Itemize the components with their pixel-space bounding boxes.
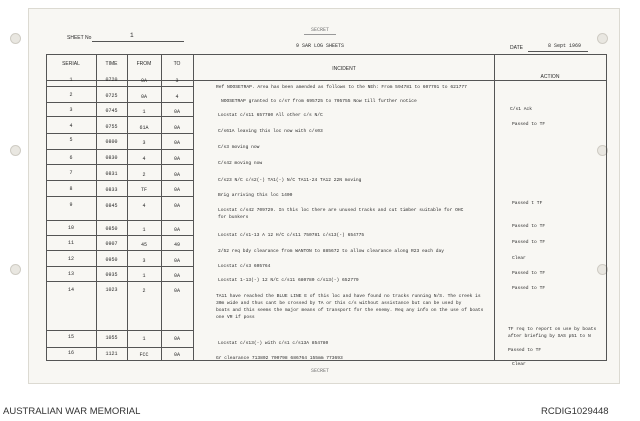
- serial-cell: 5: [69, 137, 73, 143]
- to-cell: 0A: [173, 352, 180, 358]
- incident-line: Gr clearance 713802 700798 686764 155mm 773693: [216, 356, 343, 361]
- time-cell: 1055: [105, 335, 118, 341]
- to-cell: 0A: [173, 187, 180, 193]
- from-cell: 1: [142, 109, 146, 115]
- incident-line: 2/52 req bdy clearance from WANTON to 885672 to allow clearance along R23 each day: [218, 249, 445, 254]
- time-cell: 0845: [105, 203, 118, 209]
- from-cell: 3: [142, 258, 146, 264]
- action-line: Clear: [512, 256, 526, 261]
- punch-hole: [10, 33, 21, 44]
- from-cell: TF: [140, 187, 147, 193]
- to-cell: 0A: [173, 109, 180, 115]
- action-line: Passed to TF: [512, 224, 546, 229]
- from-cell: 61A: [139, 125, 149, 131]
- incident-line: Locstat 1-13(-) 12 N/C c/s11 680780 c/s13(-) 652779: [218, 278, 359, 283]
- time-cell: 0800: [105, 139, 118, 145]
- incident-line: TA11 have reached the BLUE LINE E of this loc and have found no tracks running N/S. The creek is: [216, 294, 481, 299]
- col-incident-header: INCIDENT: [332, 66, 356, 72]
- to-cell: 4: [175, 94, 179, 100]
- to-cell: 0A: [173, 125, 180, 131]
- serial-cell: 11: [67, 240, 74, 246]
- time-cell: 0950: [105, 257, 118, 263]
- incident-line: Locstat c/s42 709729. In this loc there are unused tracks and cut timber suitable for OHC: [218, 208, 464, 213]
- time-cell: 0830: [105, 155, 118, 161]
- action-line: after briefing by SAS p51 to N: [508, 334, 591, 339]
- to-cell: 49: [173, 242, 180, 248]
- action-line: Passed to TF: [512, 122, 546, 127]
- serial-cell: 8: [69, 186, 73, 192]
- serial-cell: 14: [67, 287, 74, 293]
- action-line: Clear: [512, 362, 526, 367]
- incident-line: Ref NOOSETRAP. Area has been amended as follows to the NEh: From 594781 to 607791 to 621777: [216, 85, 467, 90]
- from-cell: FCC: [139, 352, 149, 358]
- from-cell: 3: [142, 140, 146, 146]
- col-time-header: TIME: [105, 61, 118, 67]
- incident-line: one VR if poss: [216, 315, 255, 320]
- from-cell: 45: [140, 242, 147, 248]
- date-value: 8 Sept 1969: [548, 43, 582, 49]
- incident-line: NOOSETRAP granted to c/s7 from 695725 to 705755 Now till further notice: [221, 99, 417, 104]
- to-cell: 0A: [173, 172, 180, 178]
- incident-line: Brig arriving this loc 1400: [218, 193, 293, 198]
- to-cell: 0A: [173, 273, 180, 279]
- time-cell: 0833: [105, 187, 118, 193]
- serial-cell: 16: [67, 350, 74, 356]
- action-line: C/s1 Ack: [510, 107, 533, 112]
- incident-line: C/s42 moving now: [218, 161, 263, 166]
- col-from-header: FROM: [136, 61, 152, 67]
- from-cell: 0A: [140, 94, 147, 100]
- punch-hole: [597, 33, 608, 44]
- time-cell: 0720: [105, 77, 118, 83]
- to-cell: 0A: [173, 203, 180, 209]
- incident-line: Locstat c/s11 657780 All other c/s N/C: [218, 113, 323, 118]
- action-line: TF req to report on use by boats: [508, 327, 597, 332]
- incident-line: boats and this seems the major means of transport for the enemy. Req any info on the use of boats: [216, 308, 484, 313]
- serial-cell: 15: [67, 334, 74, 340]
- punch-hole: [10, 145, 21, 156]
- classification-bottom: SECRET: [310, 368, 329, 374]
- time-cell: 0935: [105, 272, 118, 278]
- to-cell: 0A: [173, 336, 180, 342]
- from-cell: 2: [142, 288, 146, 294]
- serial-cell: 4: [69, 123, 73, 129]
- archive-id: RCDIG1029448: [541, 406, 609, 417]
- col-serial-header: SERIAL: [62, 61, 80, 67]
- from-cell: 4: [142, 203, 146, 209]
- serial-cell: 13: [67, 271, 74, 277]
- to-cell: 0A: [173, 140, 180, 146]
- time-cell: 0850: [105, 226, 118, 232]
- col-action-header: ACTION: [540, 74, 560, 80]
- incident-line: C/s23 N/C c/s2(-) TA1(-) N/C TA11-24 TA12 22N moving: [218, 178, 362, 183]
- incident-line: 30m wide and thus cant be crossed by TA or this c/s without assistance but can be used by: [216, 301, 462, 306]
- incident-line: Locstat c/s1-13 A 12 H/C c/s11 750781 c/s13(-) 654775: [218, 233, 365, 238]
- classification-top: SECRET: [310, 27, 329, 33]
- incident-line: C/s3 moving now: [218, 145, 260, 150]
- incident-line: Locstat c/s3 605764: [218, 264, 271, 269]
- time-cell: 0831: [105, 171, 118, 177]
- serial-cell: 6: [69, 155, 73, 161]
- date-label: DATE: [510, 45, 523, 51]
- archive-credit: AUSTRALIAN WAR MEMORIAL: [3, 406, 141, 417]
- incident-line: Locstat c/s13(-) with c/s1 c/s13A 854780: [218, 341, 329, 346]
- sheet-no-label: SHEET No: [67, 35, 92, 41]
- serial-cell: 3: [69, 107, 73, 113]
- serial-cell: 1: [69, 77, 73, 83]
- action-line: Passed to TF: [512, 286, 546, 291]
- col-to-header: TO: [173, 61, 181, 67]
- sheet-no-value: 1: [130, 32, 134, 39]
- action-line: Passed t TF: [512, 201, 543, 206]
- time-cell: 0755: [105, 124, 118, 130]
- sheet-title: 9 SAR LOG SHEETS: [295, 43, 344, 49]
- to-cell: 3: [175, 78, 179, 84]
- punch-hole: [10, 264, 21, 275]
- to-cell: 0A: [173, 156, 180, 162]
- to-cell: 0A: [173, 227, 180, 233]
- serial-cell: 10: [67, 225, 74, 231]
- action-line: Passed to TF: [508, 348, 542, 353]
- time-cell: 0725: [105, 93, 118, 99]
- from-cell: 4: [142, 156, 146, 162]
- to-cell: 0A: [173, 288, 180, 294]
- action-line: Passed to TF: [512, 271, 546, 276]
- serial-cell: 7: [69, 170, 73, 176]
- from-cell: 1: [142, 227, 146, 233]
- time-cell: 0907: [105, 241, 118, 247]
- to-cell: 0A: [173, 258, 180, 264]
- serial-cell: 9: [69, 202, 73, 208]
- time-cell: 1121: [105, 351, 118, 357]
- from-cell: 1: [142, 273, 146, 279]
- serial-cell: 2: [69, 92, 73, 98]
- from-cell: 1: [142, 336, 146, 342]
- action-line: Passed to TF: [512, 240, 546, 245]
- incident-line: C/s61A leaving this loc now with c/s03: [218, 129, 323, 134]
- from-cell: 2: [142, 172, 146, 178]
- from-cell: 0A: [140, 78, 147, 84]
- serial-cell: 12: [67, 256, 74, 262]
- incident-line: for bunkers: [218, 215, 249, 220]
- time-cell: 0745: [105, 108, 118, 114]
- time-cell: 1023: [105, 287, 118, 293]
